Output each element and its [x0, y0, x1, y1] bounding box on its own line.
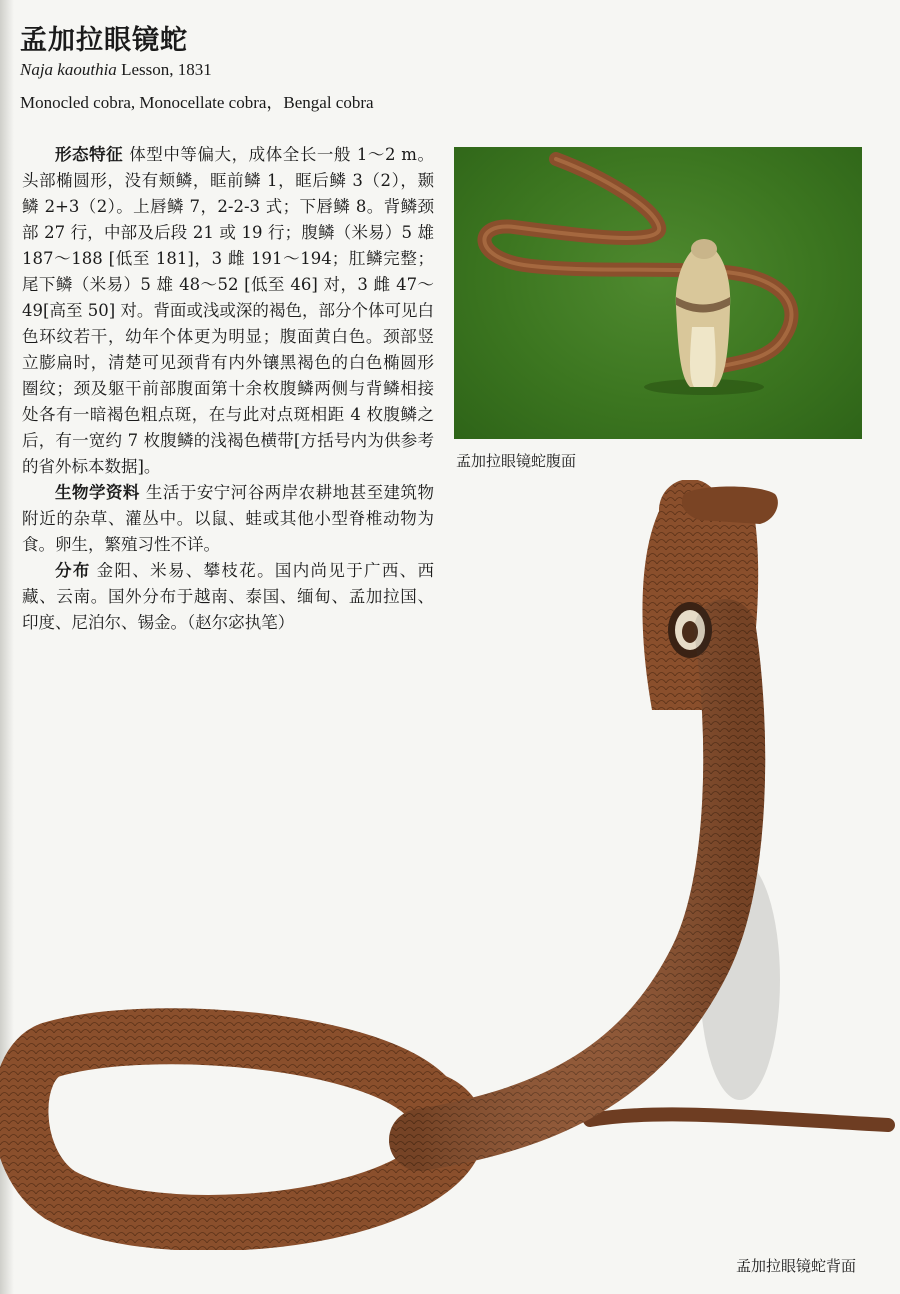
distribution-text: 金阳、米易、攀枝花。国内尚见于广西、西藏、云南。国外分布于越南、泰国、缅甸、孟加拉国、印度、尼泊尔、锡金。（赵尔宓执笔） — [22, 561, 435, 632]
snake-head — [691, 239, 717, 259]
morphology-text: 体型中等偏大，成体全长一般 1～2 m。头部椭圆形，没有颊鳞，眶前鳞 1，眶后鳞 3（2），颞鳞 2+3（2）。上唇鳞 7，2-2-3 式；下唇鳞 8。背鳞颈部 27 行，中部及后段 21 或 19 行；腹鳞（米易）5 雄 187～188 [低至 181]，3 雌 191～194；肛鳞完整；尾下鳞（米易）5 雄 48～52 [低至 46] 对，3 雌 47～49[高至 50] 对。背面或浅或深的褐色，部分个体可见白色环纹若干，幼年个体更为明显；腹面黄白色。颈部竖立膨扁时，清楚可见颈背有内外镶黑褐色的白色椭圆形圈纹；颈及躯干前部腹面第十余枚腹鳞两侧与背鳞相接处各有一暗褐色粗点斑，在与此对点斑相距 4 枚腹鳞之后，有一宽约 7 枚腹鳞的浅褐色横带[方括号内为供参考的省外标本数据]。 — [22, 145, 434, 476]
morphology-heading: 形态特征 — [55, 145, 124, 164]
scientific-name: Naja kaouthia — [20, 60, 117, 79]
page-title: 孟加拉眼镜蛇 — [20, 25, 188, 56]
common-names: Monocled cobra, Monocellate cobra，Bengal cobra — [20, 93, 374, 112]
cobra-ventral-illustration — [454, 147, 862, 439]
ventral-caption: 孟加拉眼镜蛇腹面 — [456, 452, 577, 470]
scientific-name-line — [20, 60, 212, 80]
dorsal-caption: 孟加拉眼镜蛇背面 — [736, 1257, 857, 1275]
biology-text: 生活于安宁河谷两岸农耕地甚至建筑物附近的杂草、灌丛中。以鼠、蛙或其他小型脊椎动物为食。卵生，繁殖习性不详。 — [22, 483, 435, 554]
snake-tail — [590, 1114, 888, 1125]
snake-belly — [690, 327, 716, 387]
biology-heading: 生物学资料 — [55, 483, 140, 502]
ventral-view-photo — [454, 147, 862, 439]
cobra-dorsal-illustration — [0, 480, 900, 1250]
snake-head — [682, 487, 778, 525]
distribution-heading: 分布 — [55, 561, 91, 580]
species-authority: Lesson, 1831 — [116, 60, 212, 79]
morphology-paragraph — [22, 142, 434, 480]
